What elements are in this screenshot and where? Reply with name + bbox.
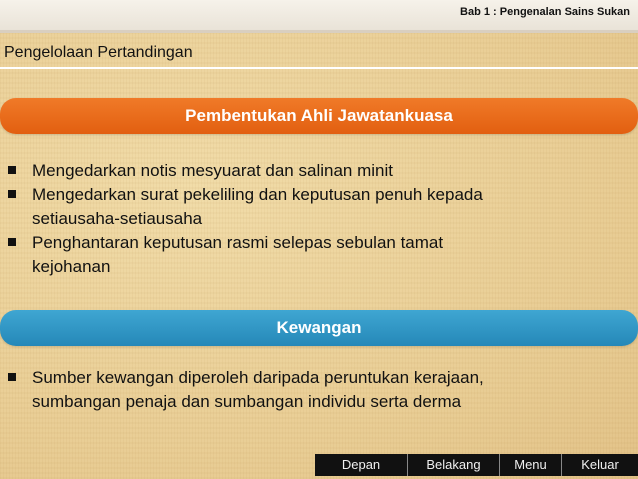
keluar-button[interactable]: Keluar [562,454,638,476]
square-bullet-icon [8,166,16,174]
list-item-line: Mengedarkan surat pekeliling dan keputusan penuh kepada [32,185,483,204]
square-bullet-icon [8,190,16,198]
list-item-line: Penghantaran keputusan rasmi selepas sebulan tamat [32,233,444,252]
list-item-line: sumbangan penaja dan sumbangan individu serta derma [32,392,462,411]
header-divider [0,30,638,33]
list-item [6,231,626,279]
finance-bullet-list [6,366,626,414]
belakang-button[interactable]: Belakang [408,454,500,476]
list-item-line: setiausaha-setiausaha [32,209,203,228]
list-item-line: Mengedarkan notis mesyuarat dan salinan minit [32,161,393,180]
navigation-bar [315,454,638,476]
page-title: Pengelolaan Pertandingan [4,44,193,61]
section-heading-committee-label: Pembentukan Ahli Jawatankuasa [185,106,453,125]
section-heading-committee [0,98,638,134]
committee-bullet-list [6,159,626,279]
header-bar [0,0,638,30]
title-divider [0,67,638,69]
list-item [6,159,626,183]
section-heading-finance [0,310,638,346]
depan-button[interactable]: Depan [315,454,408,476]
list-item [6,366,626,414]
square-bullet-icon [8,373,16,381]
chapter-label: Bab 1 : Pengenalan Sains Sukan [460,6,630,18]
square-bullet-icon [8,238,16,246]
section-heading-finance-label: Kewangan [276,318,362,337]
list-item-line: Sumber kewangan diperoleh daripada peruntukan kerajaan, [32,368,484,387]
list-item [6,183,626,231]
menu-button[interactable]: Menu [500,454,562,476]
list-item-line: kejohanan [32,257,111,276]
